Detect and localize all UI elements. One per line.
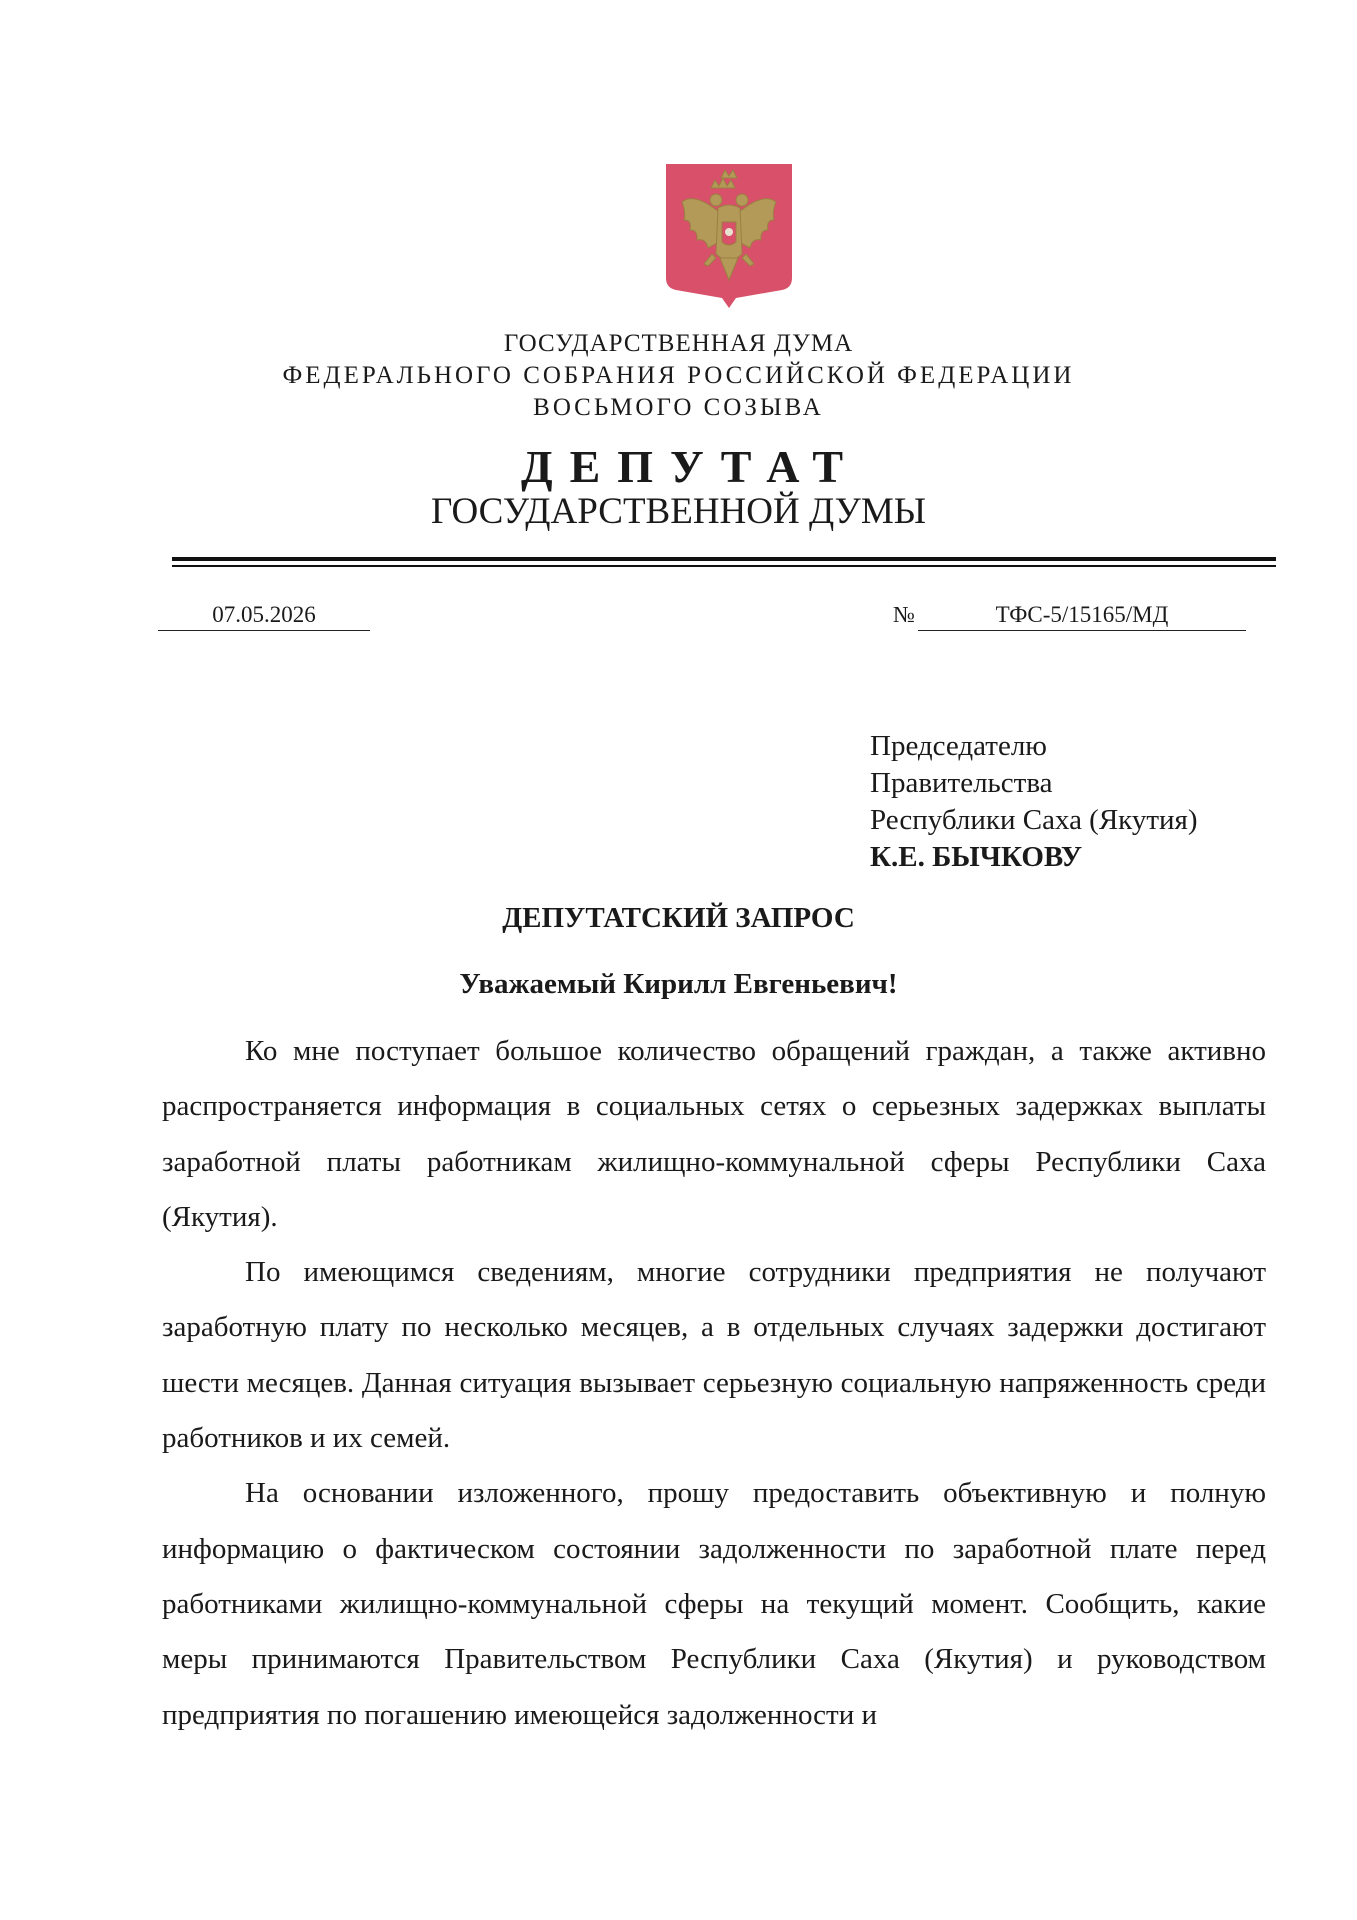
addressee-line-2: Правительства bbox=[870, 767, 1053, 799]
header-line-2: ФЕДЕРАЛЬНОГО СОБРАНИЯ РОССИЙСКОЙ ФЕДЕРАЦИИ bbox=[282, 362, 1075, 389]
paragraph: На основании изложенного, прошу предоставить объективную и полную информацию о фактическом состоянии задолженности по заработной плате перед работниками жилищно-коммунальной сферы на текущий момент. Сообщить, какие меры принимаются Правительством Республики Саха (Якутия) и руководством предприятия по погашению имеющейся задолженности и bbox=[162, 1477, 1266, 1731]
document-number: ТФС-5/15165/МД bbox=[918, 602, 1246, 631]
header-divider-thick bbox=[172, 557, 1276, 561]
addressee-block bbox=[870, 728, 1198, 876]
addressee-name: К.Е. БЫЧКОВУ bbox=[870, 841, 1083, 873]
duma-title: ГОСУДАРСТВЕННОЙ ДУМЫ bbox=[430, 491, 927, 532]
addressee-line-3: Республики Саха (Якутия) bbox=[870, 804, 1198, 836]
coat-of-arms-icon bbox=[664, 162, 794, 308]
header-divider-thin bbox=[172, 565, 1276, 567]
deputy-title: ДЕПУТАТ bbox=[520, 441, 861, 492]
header-line-3: ВОСЬМОГО СОЗЫВА bbox=[533, 394, 824, 421]
document-date: 07.05.2026 bbox=[158, 602, 370, 631]
document-body bbox=[162, 1024, 1266, 1743]
header-line-1: ГОСУДАРСТВЕННАЯ ДУМА bbox=[503, 330, 854, 357]
paragraph: По имеющимся сведениям, многие сотрудники предприятия не получают заработную плату по несколько месяцев, а в отдельных случаях задержки достигают шести месяцев. Данная ситуация вызывает серьезную социальную напряженность среди работников и их семей. bbox=[162, 1256, 1266, 1455]
greeting: Уважаемый Кирилл Евгеньевич! bbox=[459, 968, 898, 1000]
document-title: ДЕПУТАТСКИЙ ЗАПРОС bbox=[502, 902, 855, 934]
number-label: № bbox=[893, 602, 915, 627]
addressee-line-1: Председателю bbox=[870, 730, 1047, 762]
paragraph: Ко мне поступает большое количество обращений граждан, а также активно распространяется информация в социальных сетях о серьезных задержках выплаты заработной платы работникам жилищно-коммунальной сферы Республики Саха (Якутия). bbox=[162, 1035, 1266, 1233]
